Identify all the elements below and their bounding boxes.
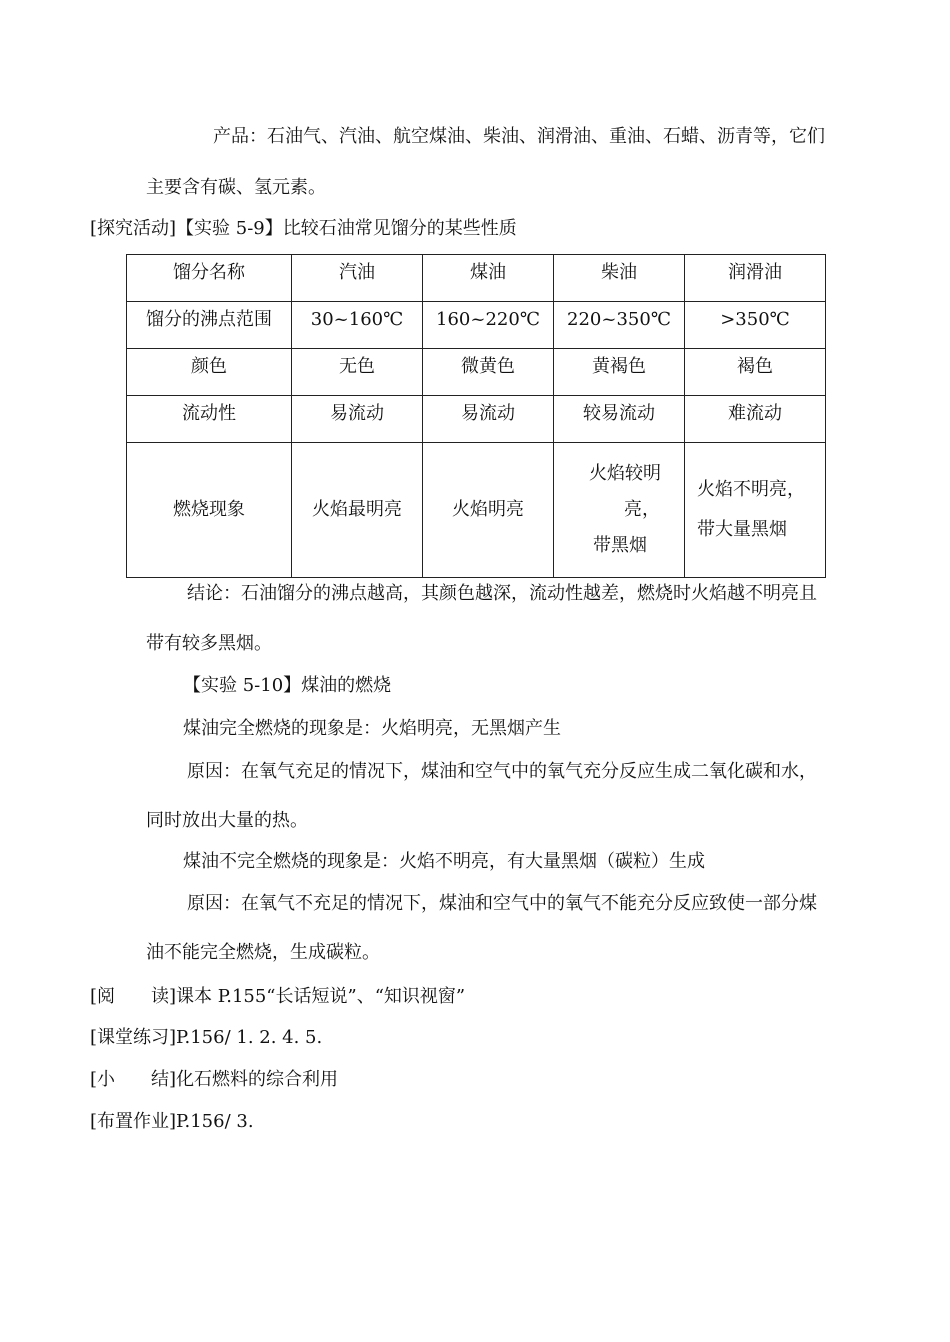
combustion-kerosene-cell: 火焰明亮 xyxy=(423,443,554,578)
experiment-5-10-heading: 【实验 5-10】煤油的燃烧 xyxy=(183,675,392,696)
experiment-5-9-heading: [探究活动]【实验 5-9】比较石油常见馏分的某些性质 xyxy=(90,218,517,239)
complete-combustion-reason-line-2: 同时放出大量的热。 xyxy=(146,810,308,831)
table-cell: 无色 xyxy=(292,349,423,396)
incomplete-combustion-phenomenon: 煤油不完全燃烧的现象是：火焰不明亮，有大量黑烟（碳粒）生成 xyxy=(183,851,705,872)
combustion-diesel-line-3: 带黑烟 xyxy=(593,535,647,556)
complete-combustion-reason-line-1: 原因：在氧气充足的情况下，煤油和空气中的氧气充分反应生成二氧化碳和水， xyxy=(187,761,817,782)
homework: [布置作业]P.156/ 3. xyxy=(90,1111,254,1132)
incomplete-combustion-reason-line-1: 原因：在氧气不充足的情况下，煤油和空气中的氧气不能充分反应致使一部分煤 xyxy=(187,893,817,914)
table-cell: 馏分的沸点范围 xyxy=(127,302,292,349)
table-row xyxy=(127,349,826,396)
table-cell: 流动性 xyxy=(127,396,292,443)
table-row xyxy=(127,302,826,349)
table-header-cell: 汽油 xyxy=(292,255,423,302)
combustion-lubricant-cell xyxy=(685,443,826,578)
table-cell: 较易流动 xyxy=(554,396,685,443)
table-cell: 难流动 xyxy=(685,396,826,443)
table-cell: 220~350℃ xyxy=(554,302,685,349)
table-cell: 易流动 xyxy=(423,396,554,443)
table-row-combustion xyxy=(127,443,826,578)
combustion-lubricant-line-2: 带大量黑烟 xyxy=(697,519,787,540)
conclusion-line-2: 带有较多黑烟。 xyxy=(146,633,272,654)
table-cell: 30~160℃ xyxy=(292,302,423,349)
table-row xyxy=(127,396,826,443)
combustion-gasoline-cell: 火焰最明亮 xyxy=(292,443,423,578)
table-cell: >350℃ xyxy=(685,302,826,349)
table-cell: 易流动 xyxy=(292,396,423,443)
fraction-properties-table-wrap xyxy=(126,254,826,578)
lesson-summary: [小 结]化石燃料的综合利用 xyxy=(90,1069,339,1090)
complete-combustion-phenomenon: 煤油完全燃烧的现象是：火焰明亮，无黑烟产生 xyxy=(183,718,561,739)
table-cell: 褐色 xyxy=(685,349,826,396)
table-cell: 160~220℃ xyxy=(423,302,554,349)
fraction-properties-table xyxy=(126,254,826,578)
table-cell: 黄褐色 xyxy=(554,349,685,396)
table-header-cell: 馏分名称 xyxy=(127,255,292,302)
combustion-lubricant-line-1: 火焰不明亮， xyxy=(697,479,805,500)
combustion-diesel-line-2: 亮， xyxy=(624,499,660,520)
reading-assignment: [阅 读]课本 P.155“长话短说”、“知识视窗” xyxy=(90,986,466,1007)
class-practice: [课堂练习]P.156/ 1. 2. 4. 5. xyxy=(90,1027,323,1048)
conclusion-line-1: 结论：石油馏分的沸点越高，其颜色越深，流动性越差，燃烧时火焰越不明亮且 xyxy=(187,583,817,604)
products-line-2: 主要含有碳、氢元素。 xyxy=(146,177,326,198)
incomplete-combustion-reason-line-2: 油不能完全燃烧，生成碳粒。 xyxy=(146,942,380,963)
combustion-label-cell: 燃烧现象 xyxy=(127,443,292,578)
table-cell: 微黄色 xyxy=(423,349,554,396)
table-header-cell: 柴油 xyxy=(554,255,685,302)
products-line-1: 产品：石油气、汽油、航空煤油、柴油、润滑油、重油、石蜡、沥青等，它们 xyxy=(213,126,825,147)
table-header-row xyxy=(127,255,826,302)
table-header-cell: 润滑油 xyxy=(685,255,826,302)
table-cell: 颜色 xyxy=(127,349,292,396)
combustion-diesel-line-1: 火焰较明 xyxy=(589,463,661,484)
table-header-cell: 煤油 xyxy=(423,255,554,302)
combustion-diesel-cell xyxy=(554,443,685,578)
